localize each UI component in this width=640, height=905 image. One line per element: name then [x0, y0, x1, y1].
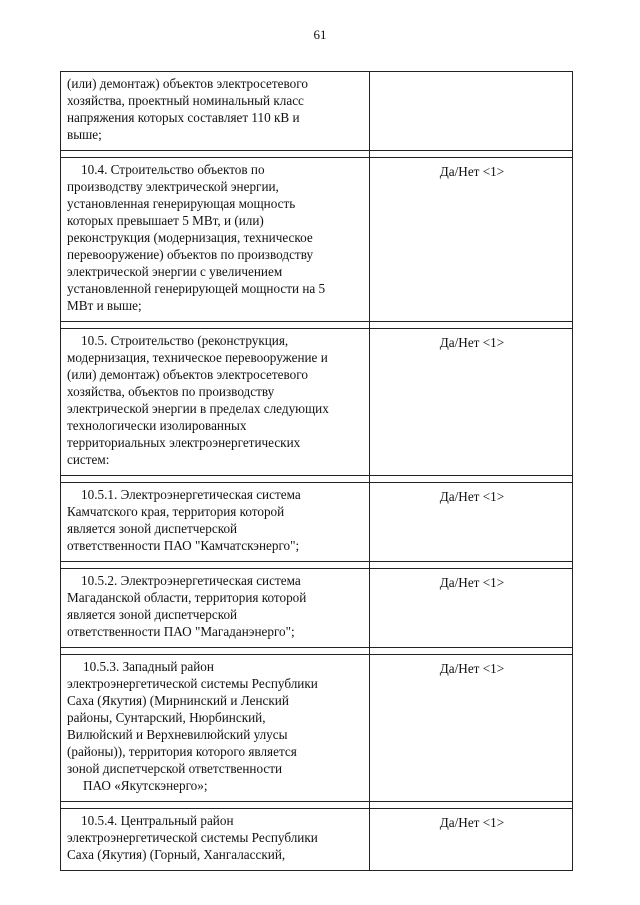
text-line: выше; [67, 127, 102, 142]
page-number: 61 [313, 27, 327, 42]
text-line: систем: [67, 452, 110, 467]
table-row [61, 655, 573, 802]
text-line: установленная генерирующая мощность [67, 196, 296, 211]
answer-cell [370, 329, 573, 476]
text-line: Вилюйский и Верхневилюйский улусы [67, 727, 288, 742]
answer-text: Да/Нет <1> [439, 489, 505, 504]
text-line: Саха (Якутия) (Мирнинский и Ленский [67, 693, 289, 708]
text-line: ответственности ПАО "Камчатскэнерго"; [67, 538, 300, 553]
text-line: ПАО «Якутскэнерго»; [83, 778, 208, 793]
item-text-cell [61, 809, 370, 871]
item-heading: 10.5.1. Электроэнергетическая система [81, 487, 301, 502]
text-line: является зоной диспетчерской [67, 521, 238, 536]
table-row [61, 72, 573, 151]
item-text-cell [61, 329, 370, 476]
text-line: ответственности ПАО "Магаданэнерго"; [67, 624, 295, 639]
answer-cell [370, 655, 573, 802]
table-row [61, 569, 573, 648]
text-line: электроэнергетической системы Республики [67, 676, 318, 691]
text-line: электрической энергии с увеличением [67, 264, 283, 279]
answer-cell [370, 809, 573, 871]
item-text-cell [61, 483, 370, 562]
text-line: установленной генерирующей мощности на 5 [67, 281, 326, 296]
answer-cell [370, 569, 573, 648]
text-line: электроэнергетической системы Республики [67, 830, 318, 845]
text-line: модернизация, техническое перевооружение и [67, 350, 328, 365]
text-line: Камчатского края, территория которой [67, 504, 285, 519]
text-line: электрической энергии в пределах следующих [67, 401, 329, 416]
item-heading: 10.5.4. Центральный район [81, 813, 234, 828]
text-line: реконструкция (модернизация, техническое [67, 230, 313, 245]
item-text-cell [61, 655, 370, 802]
text-line: перевооружение) объектов по производству [67, 247, 314, 262]
text-line: (районы)), территория которого является [67, 744, 297, 759]
answer-text: Да/Нет <1> [439, 164, 505, 179]
text-line: МВт и выше; [67, 298, 142, 313]
table-row [61, 483, 573, 562]
answer-text: Да/Нет <1> [439, 335, 505, 350]
text-line: производству электрической энергии, [67, 179, 279, 194]
text-line: районы, Сунтарский, Нюрбинский, [67, 710, 266, 725]
item-heading: 10.4. Строительство объектов по [81, 162, 265, 177]
text-line: (или) демонтаж) объектов электросетевого [67, 76, 308, 91]
requirements-table [60, 71, 573, 871]
answer-text: Да/Нет <1> [439, 815, 505, 830]
text-line: напряжения которых составляет 110 кВ и [67, 110, 300, 125]
answer-cell [370, 158, 573, 322]
table-row [61, 158, 573, 322]
answer-text: Да/Нет <1> [439, 575, 505, 590]
table-row [61, 809, 573, 871]
item-text-cell [61, 158, 370, 322]
item-heading: 10.5.3. Западный район [83, 659, 214, 674]
text-line: технологически изолированных [67, 418, 247, 433]
answer-cell [370, 72, 573, 151]
text-line: хозяйства, объектов по производству [67, 384, 275, 399]
text-line: территориальных электроэнергетических [67, 435, 301, 450]
item-heading: 10.5.2. Электроэнергетическая система [81, 573, 301, 588]
text-line: хозяйства, проектный номинальный класс [67, 93, 304, 108]
text-line: Саха (Якутия) (Горный, Хангаласский, [67, 847, 286, 862]
item-heading: 10.5. Строительство (реконструкция, [81, 333, 289, 348]
text-line: зоной диспетчерской ответственности [67, 761, 283, 776]
text-line: Магаданской области, территория которой [67, 590, 307, 605]
text-line: является зоной диспетчерской [67, 607, 238, 622]
answer-cell [370, 483, 573, 562]
answer-text: Да/Нет <1> [439, 661, 505, 676]
item-text-cell [61, 72, 370, 151]
item-text-cell [61, 569, 370, 648]
text-line: (или) демонтаж) объектов электросетевого [67, 367, 308, 382]
table-row [61, 329, 573, 476]
text-line: которых превышает 5 МВт, и (или) [67, 213, 264, 228]
